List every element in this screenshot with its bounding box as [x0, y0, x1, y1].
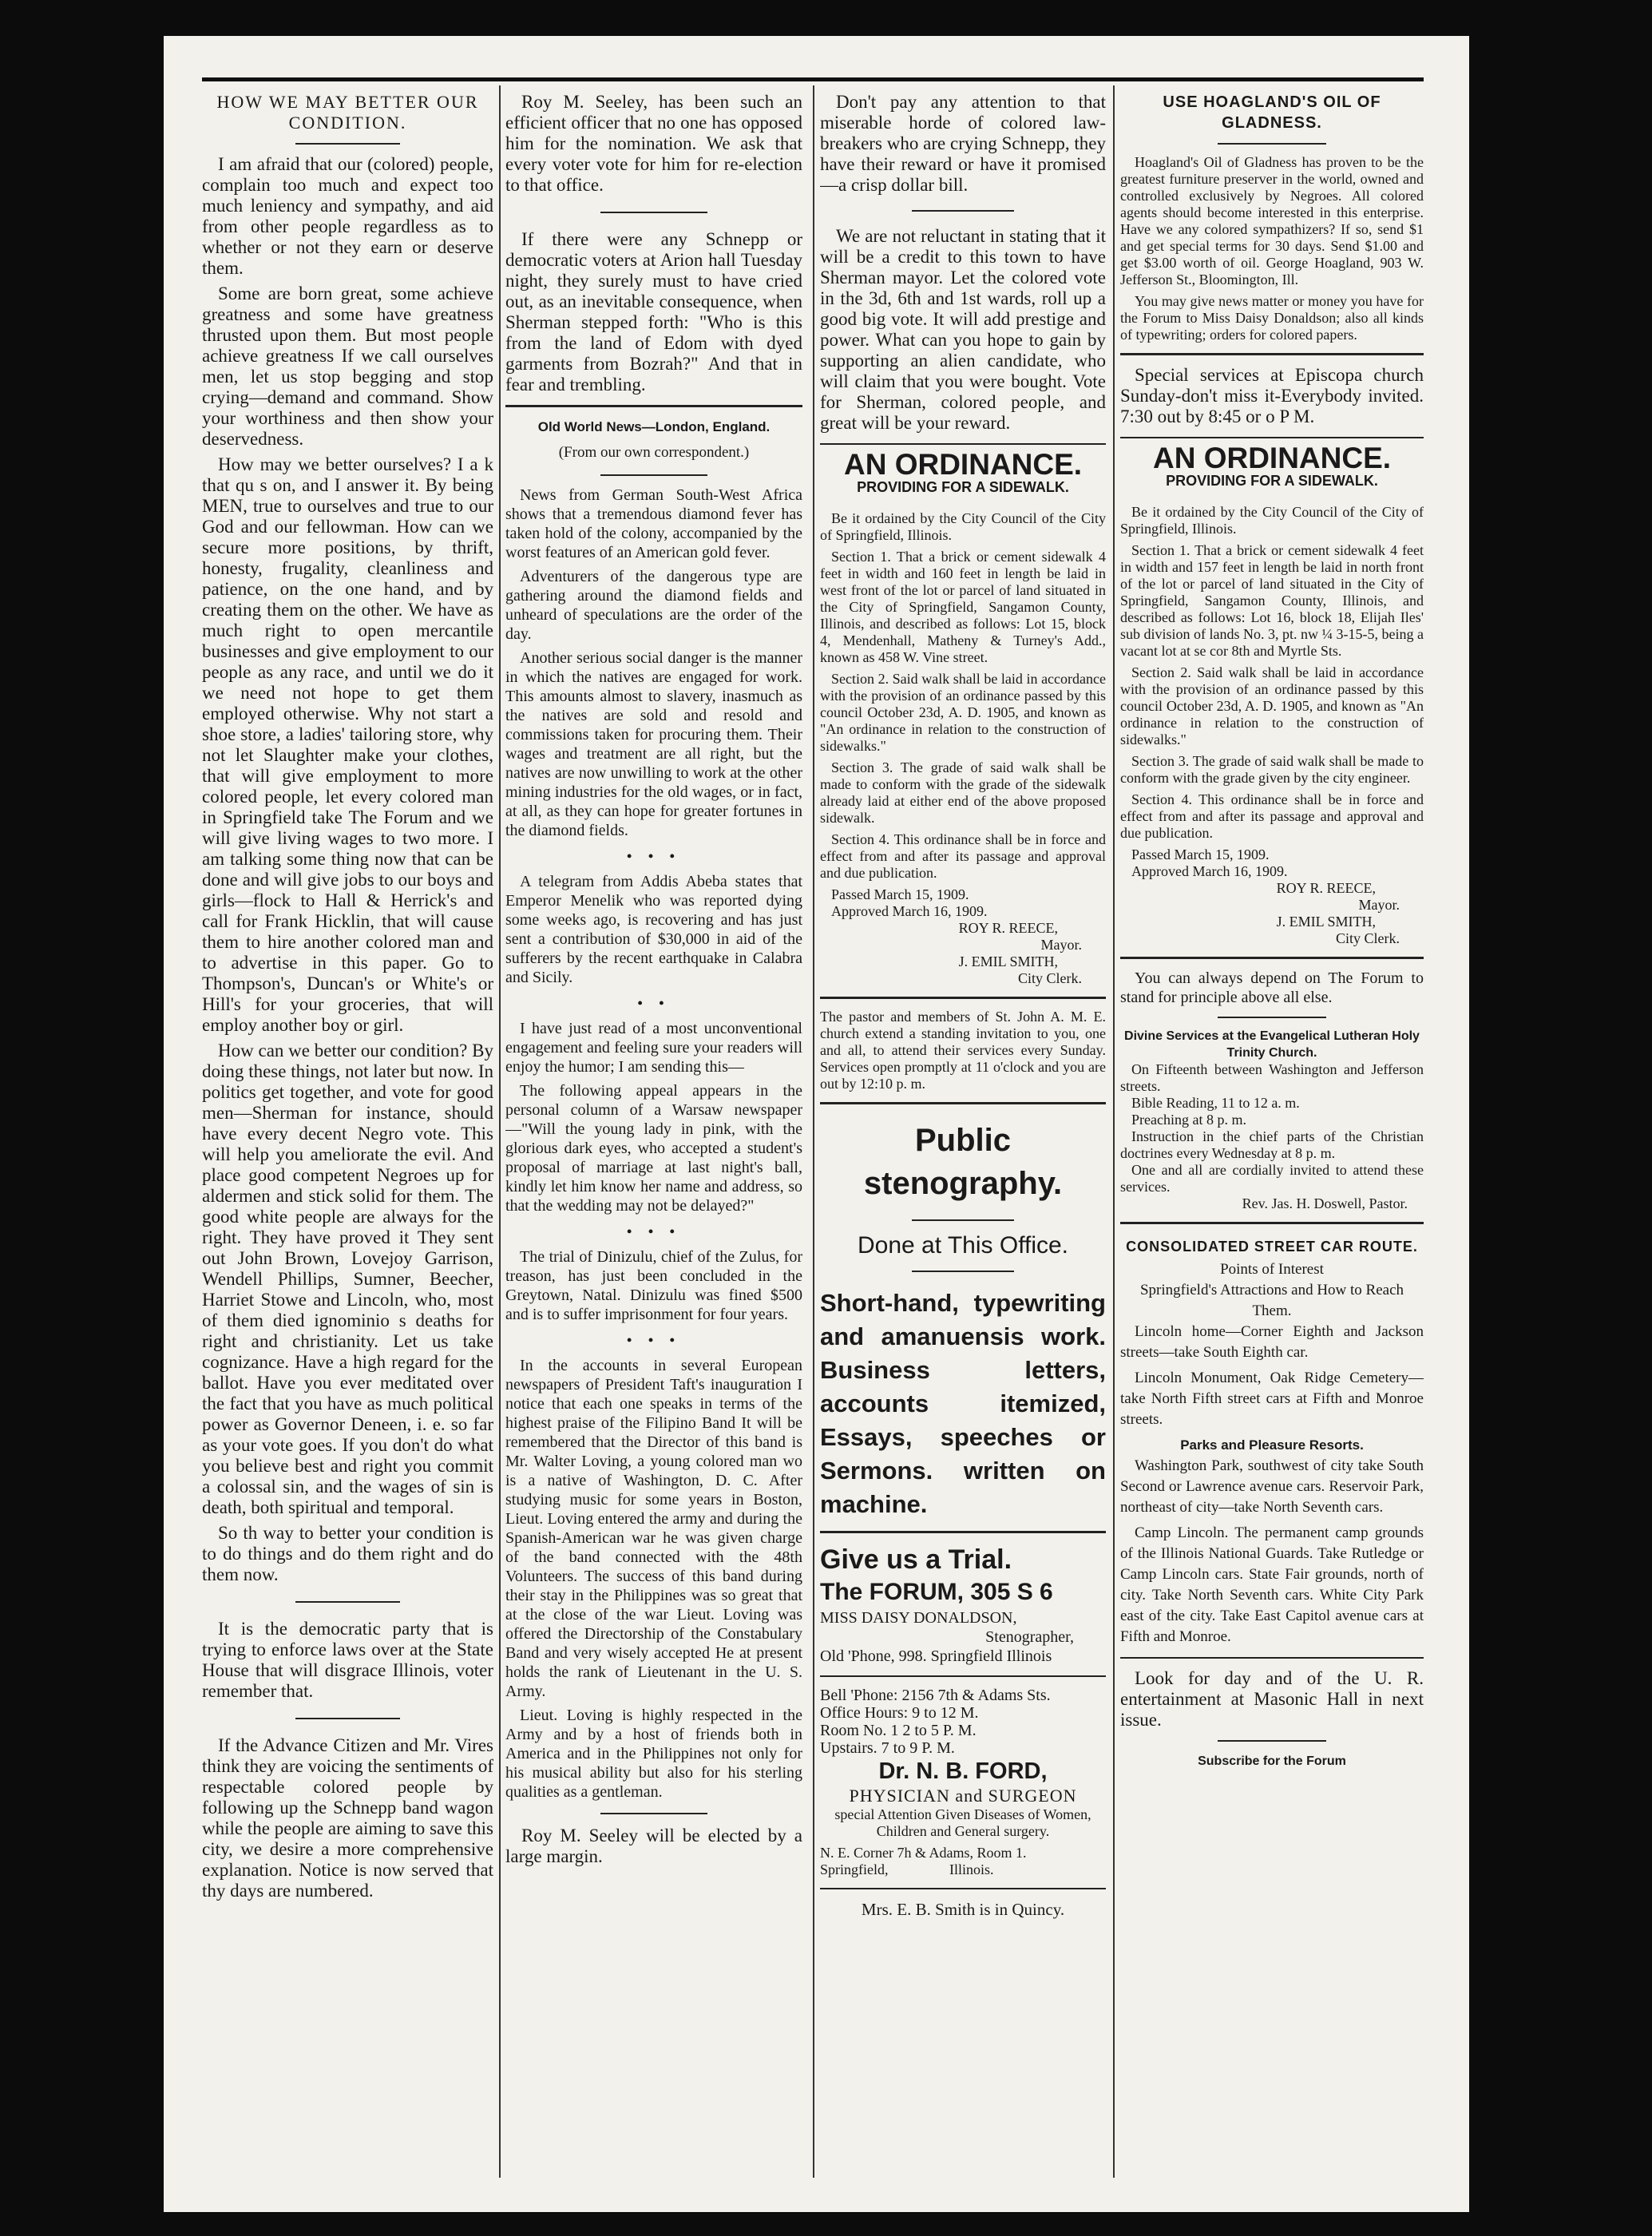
doctor-name: Dr. N. B. FORD, [878, 1758, 1048, 1784]
column-3 [820, 92, 1106, 1925]
divider [295, 143, 400, 145]
lutheran-line: On Fifteenth between Washington and Jefferson streets. [1120, 1061, 1424, 1094]
separator-dots: • • • [627, 848, 681, 864]
ordinance-paragraph: Be it ordained by the City Council of the City of Springfield, Illinois. [1120, 504, 1424, 537]
ordinance-paragraph: Section 3. The grade of said walk shall be made to conform with the grade given by the city engineer. [1120, 753, 1424, 786]
car-points-heading: Points of Interest [1220, 1261, 1324, 1278]
mayor-title: Mayor. [1358, 897, 1400, 913]
doctor-address: N. E. Corner 7h & Adams, Room 1. [820, 1845, 1027, 1861]
stenography-ad-done: Done at This Office. [857, 1232, 1069, 1259]
forum-address: The FORUM, 305 S 6 [820, 1579, 1053, 1605]
divider [1120, 957, 1424, 959]
ordinance-paragraph: Section 4. This ordinance shall be in force and effect from and after its passage and approval and due publication. [1120, 791, 1424, 841]
doctor-hours: Office Hours: 9 to 12 M. [820, 1704, 979, 1722]
stenography-ad-body: Short-hand, typewriting and amanuensis work. Business letters, accounts itemized, Essays, speeches or Sermons. written on machine. [820, 1289, 1106, 1518]
clerk-title: City Clerk. [1336, 930, 1400, 946]
ordinance-approved: Approved March 16, 1909. [1131, 863, 1288, 879]
oil-news-paragraph: You may give news matter or money you have for the Forum to Miss Daisy Donaldson; also all kinds of typewriting; orders for colored papers. [1120, 293, 1424, 343]
divider [1218, 143, 1327, 145]
doctor-room: Room No. 1 2 to 5 P. M. [820, 1722, 977, 1739]
news-heading: Old World News—London, England. [537, 419, 771, 434]
mayor-name: ROY R. REECE, [1276, 880, 1376, 896]
clerk-name: J. EMIL SMITH, [958, 953, 1058, 969]
telegram-paragraph: A telegram from Addis Abeba states that Emperor Menelik who was reported dying some weeks ago, is recovering and has just sent a contribution of $30,000 in aid of the sufferers by the recent earthquake in Calabra and Sicily. [505, 873, 802, 986]
car-subheading: Springfield's Attractions and How to Reach Them. [1139, 1282, 1404, 1319]
dinizulu-paragraph: The trial of Dinizulu, chief of the Zulus, for treason, has just been concluded in the Greytown, Natal. Dinizulu was fined $500 and is to suffer imprisonment for four years. [505, 1248, 802, 1323]
article-paragraph: So th way to better your condition is to do things and do them right and do them now. [202, 1523, 493, 1584]
episcopal-paragraph: Special services at Episcopa church Sunday-don't miss it-Everybody invited. 7:30 out by 8:45 or o P M. [1120, 365, 1424, 426]
oil-body: Hoagland's Oil of Gladness has proven to be the greatest furniture preserver in the world, owned and controlled exclusively by Negroes. All colored agents should become interested in this enterprise. Have we any colored sympathizers? If so, send $1 and get special terms for 30 days. Send $1.00 and get $3.00 worth of oil. George Hoagland, 903 W. Jefferson St., Bloomington, Ill. [1120, 154, 1424, 287]
news-paragraph: Another serious social danger is the manner in which the natives are engaged for work. This amounts almost to slavery, inasmuch as the natives are sold and resold and commissions taken for procuring them. Their wages and treatment are all right, but the natives are now unwilling to work at the other mining industries for the old wages, or in fact, at all, as they can hope for greater fortunes in the diamond fields. [505, 649, 802, 839]
divider [1120, 1222, 1424, 1224]
ordinance-paragraph: Section 2. Said walk shall be laid in accordance with the provision of an ordinance passed by this council October 23d, A. D. 1905, and known as "An ordinance in relation to the construction of sidewalks." [1120, 664, 1424, 747]
divider [505, 405, 802, 407]
mayor-name: ROY R. REECE, [958, 920, 1058, 936]
subscribe-line: Subscribe for the Forum [1198, 1754, 1346, 1768]
appeal-paragraph: The following appeal appears in the personal column of a Warsaw newspaper—"Will the young lady in pink, with the glorious dark eyes, who accepted a student's proposal of marriage at last night's ball, kindly let him know her name and address, so that the wedding may not be delayed?" [505, 1082, 802, 1215]
divider [295, 1601, 400, 1603]
parks-heading: Parks and Pleasure Resorts. [1180, 1437, 1364, 1453]
column-rule [499, 85, 501, 2178]
look-paragraph: Look for day and of the U. R. entertainment at Masonic Hall in next issue. [1120, 1668, 1424, 1730]
ordinance-paragraph: Section 1. That a brick or cement sidewalk 4 feet in width and 160 feet in length be laid in west front of the lot or parcel of land situated in the City of Springfield, Sangamon County, Illinois, and described as follows: Lot 15, block 4, Mendenhall, Matheny & Turney's Add., known as 458 W. Vine street. [820, 549, 1106, 665]
news-paragraph: Adventurers of the dangerous type are gathering around the diamond fields and unheard of speculations are the order of the day. [505, 568, 802, 643]
stenography-ad-title: Public stenography. [863, 1123, 1063, 1201]
smith-paragraph: Mrs. E. B. Smith is in Quincy. [861, 1900, 1065, 1919]
ordinance-paragraph: Section 1. That a brick or cement sidewalk 4 feet in width and 157 feet in length be laid in north front of the lot or parcel of land situated in the City of Springfield, Sangamon County, Illinois, and described as follows: Lot 16, block 18, Elijah Iles' sub division of lands No. 3, pt. nw ¼ 3-15-5, being a vacant lot at se cor 8th and Myrtle Sts. [1120, 542, 1424, 659]
lutheran-line: Preaching at 8 p. m. [1131, 1112, 1246, 1128]
ordinance-subtitle: PROVIDING FOR A SIDEWALK. [857, 479, 1069, 495]
news-subheading: (From our own correspondent.) [558, 444, 750, 461]
divider [600, 474, 707, 476]
ordinance-paragraph: Section 4. This ordinance shall be in force and effect from and after its passage and approval and due publication. [820, 831, 1106, 881]
sherman-paragraph: We are not reluctant in stating that it will be a credit to this town to have Sherman mayor. Let the colored vote in the 3d, 6th and 1st wards, roll up a good big vote. It will add prestige and power. What can you hope to gain by supporting an alien candidate, who will claim that you were bought. Vote for Sherman, colored people, and great will be your reward. [820, 226, 1106, 433]
stenographer-name: MISS DAISY DONALDSON, [820, 1609, 1017, 1627]
doctor-title: PHYSICIAN and SURGEON [849, 1786, 1077, 1806]
article-heading: HOW WE MAY BETTER OUR CONDITION. [216, 92, 479, 133]
divider [1120, 353, 1424, 355]
divider [1120, 1657, 1424, 1659]
separator-dots: • • • [627, 1223, 681, 1239]
ordinance-paragraph: Section 3. The grade of said walk shall be made to conform with the grade of the sidewalk already laid at either end of the above proposed sidewalk. [820, 759, 1106, 826]
divider [820, 1531, 1106, 1533]
ordinance-passed: Passed March 15, 1909. [1131, 846, 1270, 862]
divider [1120, 437, 1424, 438]
park-line: Washington Park, southwest of city take South Second or Lawrence avenue cars. Reservoir Park, northeast of city—take North Seventh cars. [1120, 1457, 1424, 1516]
divider [820, 1102, 1106, 1104]
stenographer-phone: Old 'Phone, 998. Springfield Illinois [820, 1647, 1052, 1665]
loving-paragraph: Lieut. Loving is highly respected in the Army and by a host of friends both in America and in the Philippines not only for his musical ability but also for his sterling qualities as a gentleman. [505, 1707, 802, 1801]
article-paragraph: I am afraid that our (colored) people, complain too much and expect too much leniency and sympathy, and aid from other people regardless as to whether or not they earn or deserve them. [202, 154, 493, 278]
divider [1218, 1017, 1327, 1018]
divider [912, 1271, 1015, 1272]
ordinance-subtitle: PROVIDING FOR A SIDEWALK. [1166, 473, 1378, 489]
news-paragraph: News from German South-West Africa shows that a tremendous diamond fever has taken hold of the colony, accompanied by the worst features of an American gold fever. [505, 486, 802, 561]
lutheran-line: Instruction in the chief parts of the Christian doctrines every Wednesday at 8 p. m. [1120, 1128, 1424, 1161]
divider [295, 1718, 400, 1719]
car-route-heading: CONSOLIDATED STREET CAR ROUTE. [1126, 1239, 1418, 1255]
trial-heading: Give us a Trial. [820, 1544, 1012, 1575]
oil-heading: USE HOAGLAND'S OIL OF GLADNESS. [1163, 93, 1381, 132]
column-1 [202, 92, 493, 1906]
mayor-title: Mayor. [1040, 937, 1082, 953]
divider [912, 210, 1015, 212]
separator-dots: • • [637, 995, 671, 1011]
doctor-special: special Attention Given Diseases of Women, Children and General surgery. [834, 1806, 1091, 1839]
park-line: Camp Lincoln. The permanent camp grounds of the Illinois National Guards. Take Rutledge or Camp Lincoln cars. State Fair grounds, north of city. Take North Seventh cars. White City Park east of the city. Take East Capitol avenue cars at Fifth and Monroe. [1120, 1524, 1424, 1645]
doctor-city: Springfield, Illinois. [820, 1861, 994, 1877]
doctor-upstairs: Upstairs. 7 to 9 P. M. [820, 1739, 955, 1757]
column-4 [1120, 92, 1424, 1772]
ordinance-approved: Approved March 16, 1909. [831, 903, 988, 919]
stenographer-title: Stenographer, [985, 1628, 1074, 1646]
article-paragraph: How can we better our condition? By doing these things, not later but now. In politics get together, and vote for good men—Sherman for instance, should have every decent Negro vote. This will help you ameliorate the evil. And place good competent Negroes up for aldermen and stick solid for them. The good white people are always for the right. They have proved it They sent out John Brown, Lovejoy Garrison, Wendell Phillips, Sumner, Beecher, Harriet Stowe and Lincoln, who, most of them died ignominio s deaths for right and christianity. Let us take cognizance. Have a high regard for the ballot. Have you ever meditated over the fact that you have as much political power as Governor Deneen, i. e. so far as your vote goes. If you don't do what you believe best and right you commit a colossal sin, and the wages of sin is death, both spiritual and temporal. [202, 1041, 493, 1517]
lutheran-pastor: Rev. Jas. H. Doswell, Pastor. [1242, 1195, 1408, 1211]
ordinance-title: AN ORDINANCE. [1152, 442, 1392, 474]
ordinance-body [820, 510, 1106, 987]
column-rule [813, 85, 814, 2178]
ordinance-passed: Passed March 15, 1909. [831, 886, 969, 902]
article-paragraph: Some are born great, some achieve greatness and some have greatness thrusted upon them. But most people achieve greatness If we call ourselves men, let us stop begging and stop crying—demand and command. Show your worthiness and then show your deservedness. [202, 283, 493, 449]
democratic-paragraph: It is the democratic party that is trying to enforce laws over at the State House that will disgrace Illinois, voter remember that. [202, 1619, 493, 1701]
newspaper-page [164, 36, 1469, 2212]
ordinance-paragraph: Be it ordained by the City Council of the City of Springfield, Illinois. [820, 510, 1106, 543]
engagement-paragraph: I have just read of a most unconventional engagement and feeling sure your readers will enjoy the humor; I am sending this— [505, 1020, 802, 1076]
divider [912, 1219, 1015, 1221]
ordinance-title: AN ORDINANCE. [843, 448, 1083, 481]
ordinance-paragraph: Section 2. Said walk shall be laid in accordance with the provision of an ordinance passed by this council October 23d, A. D. 1905, and known as "An ordinance in relation to the construction of sidewalks." [820, 671, 1106, 754]
lutheran-line: Bible Reading, 11 to 12 a. m. [1131, 1095, 1300, 1111]
clerk-name: J. EMIL SMITH, [1276, 914, 1376, 930]
dont-pay-paragraph: Don't pay any attention to that miserable horde of colored law-breakers who are crying Schnepp, they have their reward or have it promised—a crisp dollar bill. [820, 92, 1106, 195]
divider [600, 212, 707, 213]
pastor-paragraph: The pastor and members of St. John A. M. E. church extend a standing invitation to you, one and all, to attend their services every Sunday. Services open promptly at 11 o'clock and you are out by 12:10 p. m. [820, 1009, 1106, 1092]
lutheran-heading: Divine Services at the Evangelical Lutheran Holy Trinity Church. [1124, 1029, 1420, 1060]
top-rule [202, 77, 1424, 81]
column-2 [505, 92, 802, 1872]
ordinance-body [1120, 504, 1424, 947]
divider [820, 1675, 1106, 1677]
article-paragraph: How may we better ourselves? I a k that qu s on, and I answer it. By being MEN, true to ourselves and true to our God and our fellowman. How can we secure more positions, by thrift, honesty, frugality, cleanliness and patience, on the one hand, and by creating them on the other. We have as much right to open mercantile businesses and give employment to our people as any race, and until we do it we need not hope to get them employed otherwise. Why not start a shoe store, a ladies' tailoring store, why not let Slaughter make your clothes, that will give employment to more colored people, let every colored man in Springfield take The Forum and we will give living wages to two more. I am talking some thing now that can be done and will give jobs to our boys and girls—flock to Hall & Herrick's and call for Frank Hicklin, that will cause them to hire another colored man and to advertise in this paper. Go to Thompson's, Duncan's or White's or Hill's for your groceries, that will employ another boy or girl. [202, 454, 493, 1035]
divider [820, 1888, 1106, 1889]
seeley-paragraph: Roy M. Seeley, has been such an efficient officer that no one has opposed him for the nomination. We ask that every voter vote for him for re-election to that office. [505, 92, 802, 195]
divider [1218, 1740, 1327, 1742]
schnepp-paragraph: If there were any Schnepp or democratic voters at Arion hall Tuesday night, they surely must to have cried out, as an inevitable consequence, when Sherman stepped forth: "Who is this from the land of Edom with dyed garments from Bozrah?" And that in fear and trembling. [505, 229, 802, 394]
separator-dots: • • • [627, 1332, 681, 1348]
car-line: Lincoln home—Corner Eighth and Jackson streets—take South Eighth car. [1120, 1323, 1424, 1361]
divider [820, 443, 1106, 445]
depend-paragraph: You can always depend on The Forum to stand for principle above all else. [1120, 969, 1424, 1006]
seeley-election-paragraph: Roy M. Seeley will be elected by a large margin. [505, 1826, 802, 1866]
divider [820, 997, 1106, 999]
car-line: Lincoln Monument, Oak Ridge Cemetery—take North Fifth street cars at Fifth and Monroe streets. [1120, 1370, 1424, 1428]
divider [600, 1813, 707, 1814]
advance-citizen-paragraph: If the Advance Citizen and Mr. Vires think they are voicing the sentiments of respectable colored people by following up the Schnepp band wagon while the people are aiming to save this city, we desire a more comprehensive explanation. Notice is now served that thy days are numbered. [202, 1735, 493, 1901]
lutheran-line: One and all are cordially invited to attend these services. [1120, 1162, 1424, 1195]
clerk-title: City Clerk. [1018, 970, 1082, 986]
doctor-phone: Bell 'Phone: 2156 7th & Adams Sts. [820, 1687, 1051, 1704]
column-rule [1113, 85, 1115, 2178]
taft-paragraph: In the accounts in several European newspapers of President Taft's inauguration I notice that each one speaks in terms of the highest praise of the Filipino Band It will be remembered that the Director of this band is Mr. Walter Loving, a young colored man wo is a native of Washington, D. C. After studying music for some years in Boston, Lieut. Loving entered the army and during the Spanish-American war he was given charge of the band connected with the 48th Volunteers. The success of this band during their stay in the Philippines was so great that at the close of the war Lieut. Loving was offered the Directorship of the Constabulary Band and very wisely accepted He at present holds the rank of Lieutenant in the U. S. Army. [505, 1357, 802, 1700]
